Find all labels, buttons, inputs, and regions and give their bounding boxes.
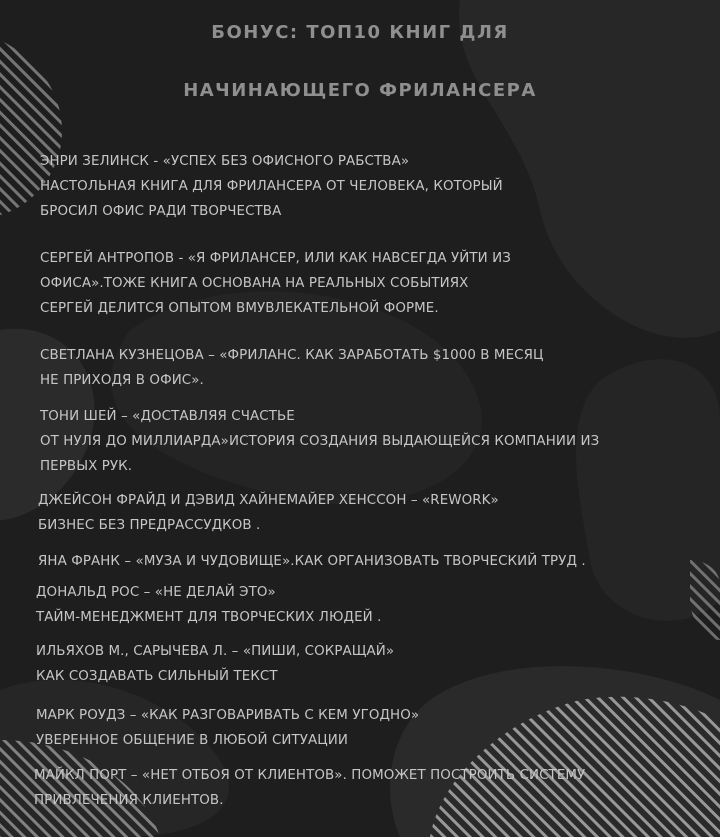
book-entry-line: СЕРГЕЙ АНТРОПОВ - «Я ФРИЛАНСЕР, ИЛИ КАК НАВСЕГДА УЙТИ ИЗ: [40, 251, 511, 266]
book-entry-line: БРОСИЛ ОФИС РАДИ ТВОРЧЕСТВА: [40, 204, 282, 219]
book-entry-10: [34, 763, 585, 813]
book-entry-7: [36, 580, 381, 630]
book-entry-line: ДЖЕЙСОН ФРАЙД И ДЭВИД ХАЙНЕМАЙЕР ХЕНССОН – «REWORK»: [38, 493, 499, 508]
book-entry-line: ЭНРИ ЗЕЛИНСК - «УСПЕХ БЕЗ ОФИСНОГО РАБСТВА»: [40, 154, 410, 169]
book-entry-1: [40, 149, 503, 224]
title-line-1: БОНУС: ТОП10 КНИГ ДЛЯ: [211, 22, 509, 43]
book-entry-line: ОТ НУЛЯ ДО МИЛЛИАРДА»ИСТОРИЯ СОЗДАНИЯ ВЫДАЮЩЕЙСЯ КОМПАНИИ ИЗ: [40, 434, 600, 449]
book-entry-9: [36, 703, 419, 753]
book-entry-6: [38, 549, 586, 574]
book-entry-line: КАК СОЗДАВАТЬ СИЛЬНЫЙ ТЕКСТ: [36, 669, 278, 684]
book-entry-line: МАЙКЛ ПОРТ – «НЕТ ОТБОЯ ОТ КЛИЕНТОВ». ПОМОЖЕТ ПОСТРОИТЬ СИСТЕМУ: [34, 768, 586, 783]
book-entry-line: ПРИВЛЕЧЕНИЯ КЛИЕНТОВ.: [34, 793, 224, 808]
book-entry-5: [38, 488, 499, 538]
book-entry-2: [40, 246, 511, 321]
book-entry-8: [36, 639, 394, 689]
book-entry-line: МАРК РОУДЗ – «КАК РАЗГОВАРИВАТЬ С КЕМ УГОДНО»: [36, 708, 420, 723]
book-entry-line: ОФИСА».ТОЖЕ КНИГА ОСНОВАНА НА РЕАЛЬНЫХ СОБЫТИЯХ: [40, 276, 469, 291]
book-entry-line: СВЕТЛАНА КУЗНЕЦОВА – «ФРИЛАНС. КАК ЗАРАБОТАТЬ $1000 В МЕСЯЦ: [40, 348, 544, 363]
title-line-2: НАЧИНАЮЩЕГО ФРИЛАНСЕРА: [183, 80, 537, 101]
book-entry-3: [40, 343, 544, 393]
book-entry-line: ТАЙМ-МЕНЕДЖМЕНТ ДЛЯ ТВОРЧЕСКИХ ЛЮДЕЙ .: [36, 610, 382, 625]
book-entry-line: ИЛЬЯХОВ М., САРЫЧЕВА Л. – «ПИШИ, СОКРАЩАЙ»: [36, 644, 395, 659]
book-entry-line: ЯНА ФРАНК – «МУЗА И ЧУДОВИЩЕ».КАК ОРГАНИЗОВАТЬ ТВОРЧЕСКИЙ ТРУД .: [38, 554, 586, 569]
book-entry-line: ДОНАЛЬД РОС – «НЕ ДЕЛАЙ ЭТО»: [36, 585, 276, 600]
book-entry-line: БИЗНЕС БЕЗ ПРЕДРАССУДКОВ .: [38, 518, 261, 533]
book-entry-line: НАСТОЛЬНАЯ КНИГА ДЛЯ ФРИЛАНСЕРА ОТ ЧЕЛОВЕКА, КОТОРЫЙ: [40, 179, 503, 194]
book-entry-line: СЕРГЕЙ ДЕЛИТСЯ ОПЫТОМ ВМУВЛЕКАТЕЛЬНОЙ ФОРМЕ.: [40, 301, 439, 316]
book-entry-line: ПЕРВЫХ РУК.: [40, 459, 133, 474]
book-entry-line: УВЕРЕННОЕ ОБЩЕНИЕ В ЛЮБОЙ СИТУАЦИИ: [36, 733, 349, 748]
book-entry-4: [40, 404, 599, 479]
book-entry-line: ТОНИ ШЕЙ – «ДОСТАВЛЯЯ СЧАСТЬЕ: [40, 409, 295, 424]
book-entry-line: НЕ ПРИХОДЯ В ОФИС».: [40, 373, 204, 388]
